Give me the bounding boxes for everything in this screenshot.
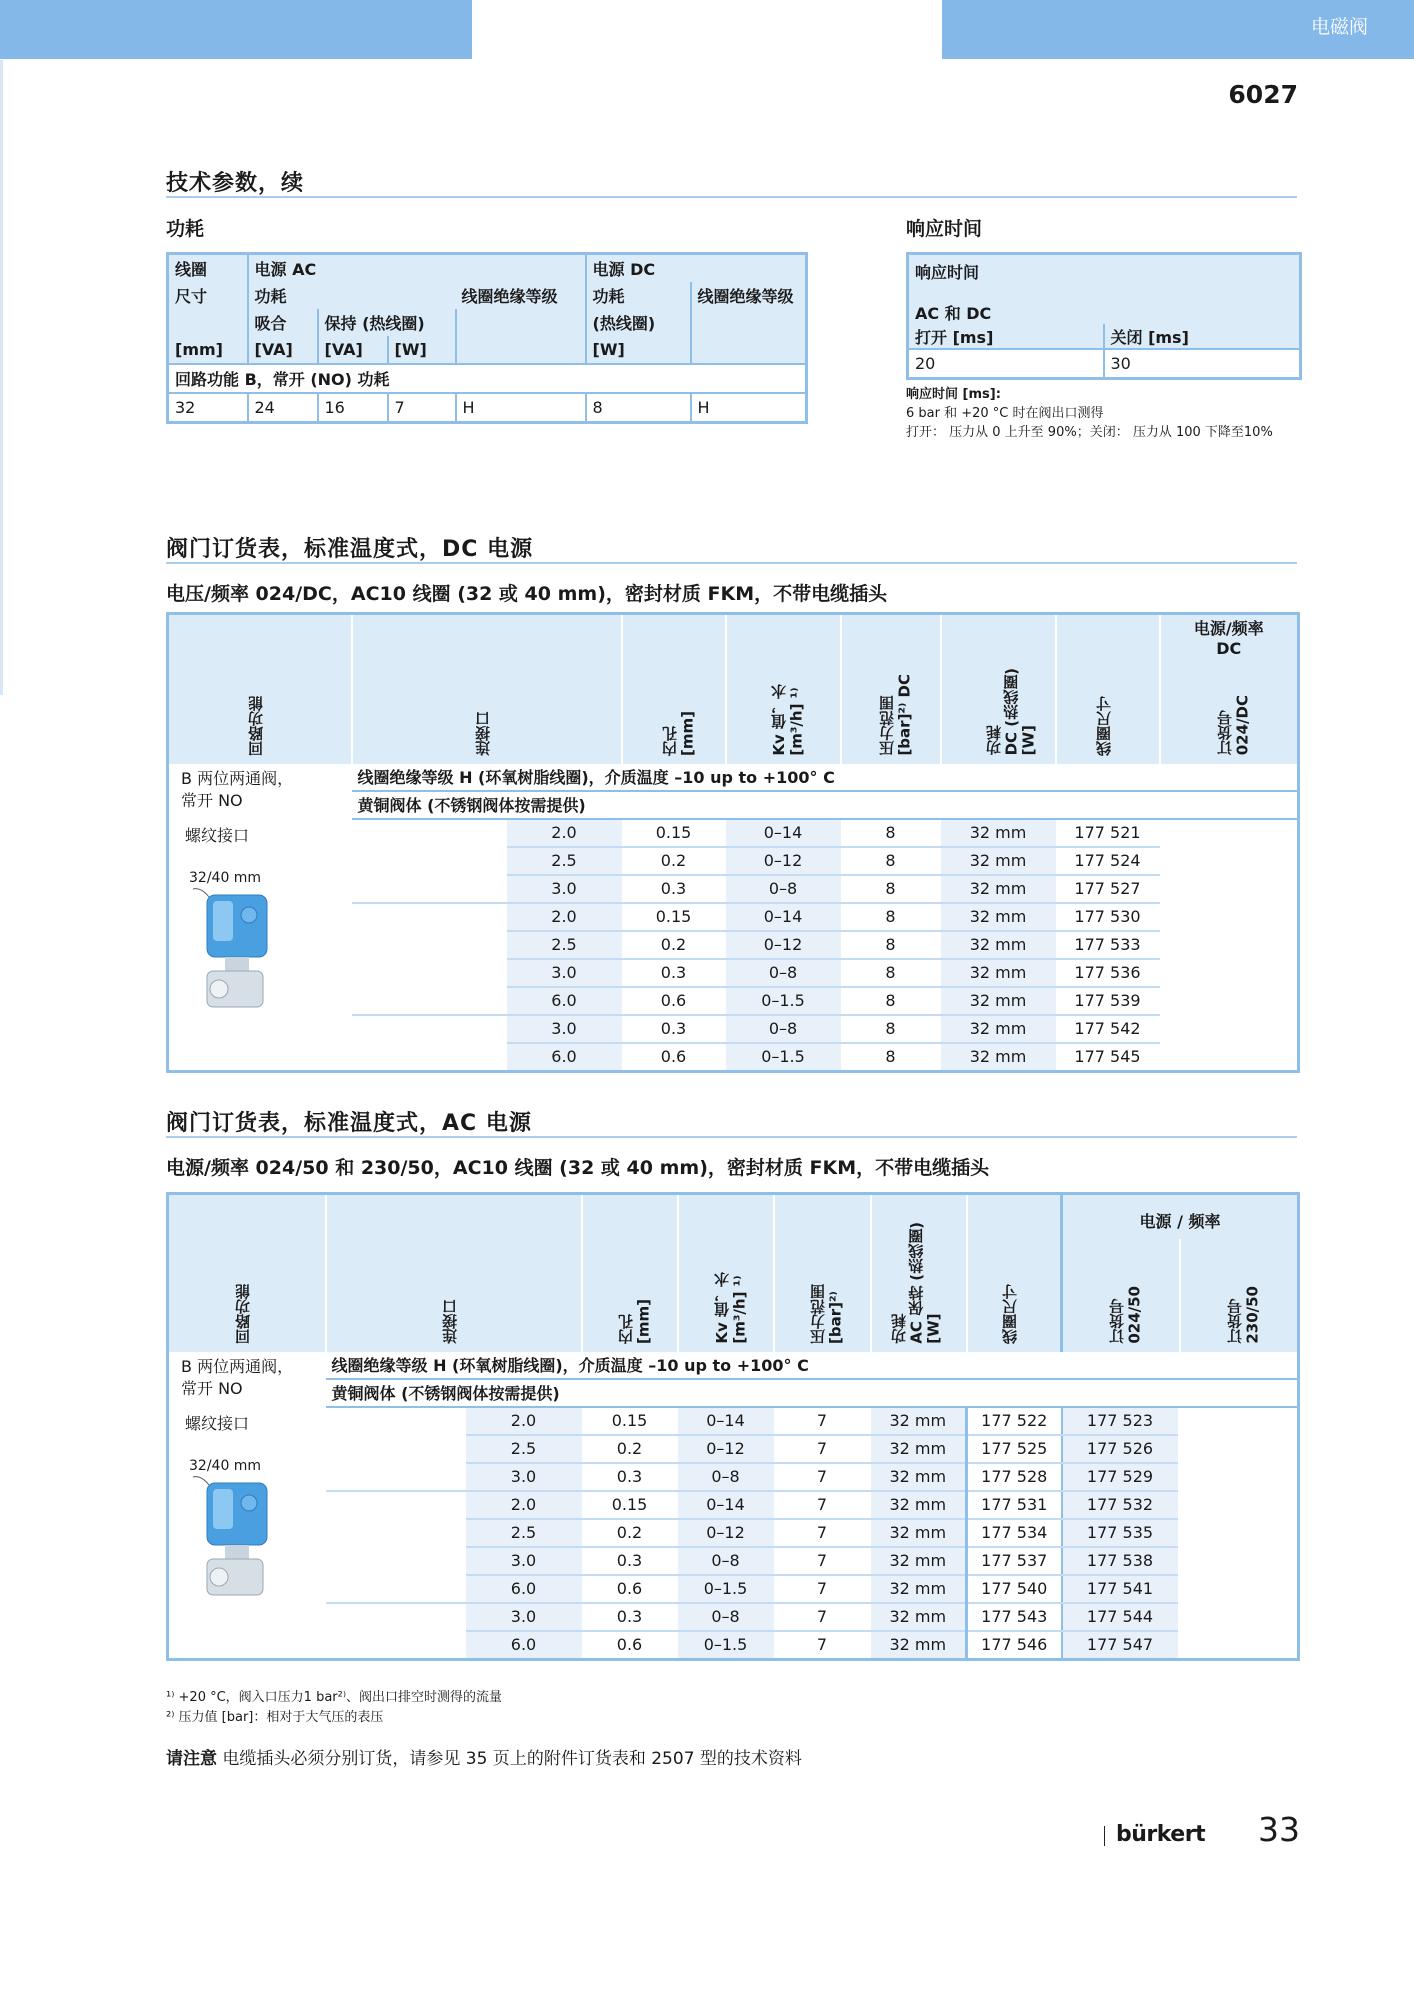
ac-title: 阀门订货表，标准温度式，AC 电源 [166, 1111, 532, 1136]
port-cell [352, 819, 507, 847]
kv-cell: 0.6 [622, 987, 726, 1015]
power-cell: 7 [388, 393, 456, 423]
resp-note-1: 响应时间 [ms]: [906, 387, 1001, 402]
order-number-230: 177 547 [1062, 1631, 1178, 1660]
coil-cell: 32 mm [941, 987, 1056, 1015]
note-label: 请注意 [166, 1749, 217, 1769]
orifice-cell: 6.0 [466, 1631, 582, 1660]
port-cell [352, 1015, 507, 1043]
dc-circuit-text: B 两位两通阀， 常开 NO [181, 768, 294, 810]
hdr-orifice: 内孔 [mm] [616, 1298, 652, 1344]
note-text: 电缆插头必须分别订货，请参见 35 页上的附件订货表和 2507 型的技术资料 [217, 1749, 802, 1769]
pressure-cell: 0–12 [726, 847, 841, 875]
table-row [168, 1547, 1299, 1575]
power-cell: 8 [841, 847, 941, 875]
order-number-024: 177 522 [967, 1407, 1062, 1435]
pressure-cell: 0–8 [726, 875, 841, 903]
coil-cell: 32 mm [941, 847, 1056, 875]
dc-subtitle: 电压/频率 024/DC，AC10 线圈 (32 或 40 mm)，密封材质 FKM，不带电缆插头 [166, 583, 888, 605]
port-cell [326, 1575, 466, 1603]
burkert-logo: bürkert [1116, 1822, 1206, 1847]
kv-cell: 0.15 [582, 1407, 678, 1435]
kv-cell: 0.3 [622, 1015, 726, 1043]
order-number-024: 177 528 [967, 1463, 1062, 1491]
solenoid-valve-image [189, 885, 279, 1015]
order-number: 177 530 [1056, 903, 1160, 931]
pressure-cell: 0–8 [678, 1603, 774, 1631]
hdr-coil: 线圈尺寸 [1094, 695, 1113, 756]
power-cell: 8 [841, 1043, 941, 1072]
hdr-port: 连接口 [473, 710, 492, 756]
orifice-cell: 3.0 [466, 1463, 582, 1491]
port-cell [326, 1407, 466, 1435]
coil-cell: 32 mm [871, 1407, 967, 1435]
port-cell [352, 903, 507, 931]
pressure-cell: 0–12 [678, 1519, 774, 1547]
kv-cell: 0.2 [622, 931, 726, 959]
hdr-order: 订货号 024/DC [1215, 695, 1251, 756]
footnote-2: ²⁾ 压力值 [bar]：相对于大气压的表压 [166, 1710, 384, 1725]
pressure-cell: 0–14 [678, 1491, 774, 1519]
coil-cell: 32 mm [871, 1575, 967, 1603]
pressure-cell: 0–8 [678, 1463, 774, 1491]
table-row [168, 1631, 1299, 1660]
power-cell: 8 [841, 987, 941, 1015]
power-cell: 8 [841, 875, 941, 903]
hdr-inrush: 吸合 [248, 309, 318, 336]
resp-note-2: 6 bar 和 +20 °C 时在阀出口测得 [906, 406, 1104, 421]
order-number: 177 539 [1056, 987, 1160, 1015]
ac-row-body: 黄铜阀体 (不锈钢阀体按需提供) [326, 1379, 1299, 1407]
power-cell: 8 [841, 959, 941, 987]
port-cell [326, 1631, 466, 1660]
hdr-va2: [VA] [318, 336, 388, 364]
pressure-cell: 0–8 [678, 1547, 774, 1575]
orifice-cell: 2.5 [466, 1519, 582, 1547]
section-title-tech: 技术参数，续 [166, 171, 305, 196]
hdr-dc-power: 功耗 [586, 282, 691, 309]
order-number-230: 177 529 [1062, 1463, 1178, 1491]
kv-cell: 0.15 [622, 903, 726, 931]
hdr-wdc: [W] [586, 336, 691, 364]
order-number: 177 524 [1056, 847, 1160, 875]
order-number-024: 177 534 [967, 1519, 1062, 1547]
hdr-dc: 电源 DC [586, 254, 807, 283]
resp-hdr-open: 打开 [ms] [908, 324, 1104, 349]
hdr-mm: [mm] [168, 336, 248, 364]
coil-cell: 32 mm [941, 1043, 1056, 1072]
dc-row-insulation: 线圈绝缘等级 H (环氧树脂线圈)，介质温度 –10 up to +100° C [352, 764, 1299, 791]
resp-open-value: 20 [908, 349, 1104, 379]
resp-close-value: 30 [1110, 354, 1131, 373]
header-bar-right [942, 0, 1414, 59]
port-cell [352, 1043, 507, 1072]
response-title: 响应时间 [906, 218, 983, 240]
header-bar-left [0, 0, 472, 59]
orifice-cell: 3.0 [507, 875, 622, 903]
hdr-ins-dc: 线圈绝缘等级 [691, 282, 807, 309]
port-cell [326, 1519, 466, 1547]
dc-order-table [166, 612, 1300, 1073]
pressure-cell: 0–1.5 [678, 1631, 774, 1660]
order-number-024: 177 543 [967, 1603, 1062, 1631]
order-number: 177 545 [1056, 1043, 1160, 1072]
kv-cell: 0.3 [582, 1603, 678, 1631]
orifice-cell: 3.0 [466, 1547, 582, 1575]
order-number-024: 177 531 [967, 1491, 1062, 1519]
order-number-230: 177 523 [1062, 1407, 1178, 1435]
hdr-hold: 保持 (热线圈) [318, 309, 456, 336]
model-number: 6027 [1228, 80, 1298, 109]
order-number: 177 536 [1056, 959, 1160, 987]
port-cell [352, 987, 507, 1015]
table-row [168, 1575, 1299, 1603]
order-number-230: 177 541 [1062, 1575, 1178, 1603]
image-cell [168, 1407, 326, 1660]
hdr-va1: [VA] [248, 336, 318, 364]
thread-label: 螺纹接口 [185, 1413, 250, 1433]
power-cell: 8 [841, 819, 941, 847]
orifice-cell: 2.5 [507, 931, 622, 959]
power-cell: 7 [774, 1603, 871, 1631]
hdr-ac-power: 功耗 [248, 282, 456, 309]
table-row [168, 1463, 1299, 1491]
pressure-cell: 0–1.5 [726, 1043, 841, 1072]
port-cell [352, 931, 507, 959]
hdr-supply: 电源 / 频率 [1139, 1212, 1221, 1231]
solenoid-valve-image [189, 1473, 279, 1603]
kv-cell: 0.2 [582, 1519, 678, 1547]
power-cell: 8 [586, 393, 691, 423]
cable-note [166, 1744, 802, 1769]
order-number: 177 542 [1056, 1015, 1160, 1043]
coil-cell: 32 mm [871, 1631, 967, 1660]
response-table [906, 252, 1302, 380]
pressure-cell: 0–8 [726, 1015, 841, 1043]
kv-cell: 0.15 [582, 1491, 678, 1519]
order-number-230: 177 538 [1062, 1547, 1178, 1575]
section-rule [166, 1136, 1297, 1138]
coil-cell: 32 mm [941, 819, 1056, 847]
order-number-230: 177 526 [1062, 1435, 1178, 1463]
side-marker [0, 60, 3, 695]
hdr-kv: Kv 值，水 [m³/h] ¹⁾ [770, 683, 806, 756]
table-row [168, 1491, 1299, 1519]
order-number: 177 521 [1056, 819, 1160, 847]
pressure-cell: 0–14 [726, 903, 841, 931]
page-number: 33 [1258, 1810, 1300, 1849]
order-number-230: 177 535 [1062, 1519, 1178, 1547]
orifice-cell: 3.0 [507, 959, 622, 987]
order-number-024: 177 546 [967, 1631, 1062, 1660]
resp-note-3: 打开： 压力从 0 上升至 90%；关闭： 压力从 100 下降至10% [906, 425, 1273, 440]
resp-hdr-close: 关闭 [ms] [1104, 324, 1301, 349]
pressure-cell: 0–12 [678, 1435, 774, 1463]
coil-cell: 32 mm [871, 1519, 967, 1547]
hdr-size: 尺寸 [168, 282, 248, 309]
section-rule [166, 196, 1297, 198]
power-cell: 16 [318, 393, 388, 423]
hdr-supply: 电源/频率 DC [1193, 619, 1264, 658]
power-cell: 7 [774, 1575, 871, 1603]
coil-cell: 32 mm [871, 1603, 967, 1631]
coil-cell: 32 mm [941, 875, 1056, 903]
kv-cell: 0.15 [622, 819, 726, 847]
hdr-pressure: 压力范围 [bar]²⁾ [809, 1283, 845, 1344]
dc-row-body: 黄铜阀体 (不锈钢阀体按需提供) [352, 791, 1299, 819]
port-cell [352, 959, 507, 987]
power-cell: 7 [774, 1435, 871, 1463]
power-cell: 7 [774, 1631, 871, 1660]
kv-cell: 0.3 [622, 959, 726, 987]
power-cell: H [456, 393, 586, 423]
power-cell: 7 [774, 1519, 871, 1547]
dc-title: 阀门订货表，标准温度式，DC 电源 [166, 537, 534, 562]
order-number-230: 177 544 [1062, 1603, 1178, 1631]
coil-cell: 32 mm [871, 1491, 967, 1519]
resp-hdr-title: 响应时间 [908, 254, 1301, 288]
hdr-ins-ac: 线圈绝缘等级 [456, 282, 586, 309]
pressure-cell: 0–1.5 [726, 987, 841, 1015]
category-label: 电磁阀 [1310, 16, 1368, 38]
coil-cell: 32 mm [871, 1435, 967, 1463]
orifice-cell: 3.0 [507, 1015, 622, 1043]
hdr-coil: 线圈 [168, 254, 248, 283]
hdr-power: 功耗 AC 保持 (热线圈) [W] [889, 1221, 942, 1344]
order-number: 177 533 [1056, 931, 1160, 959]
orifice-cell: 2.5 [466, 1435, 582, 1463]
hdr-circuit: 回路功能 [246, 695, 265, 756]
ac-row-insulation: 线圈绝缘等级 H (环氧树脂线圈)，介质温度 –10 up to +100° C [326, 1352, 1299, 1379]
pressure-cell: 0–14 [678, 1407, 774, 1435]
power-section-row: 回路功能 B，常开 (NO) 功耗 [168, 364, 807, 393]
power-cell: 32 [168, 393, 248, 423]
kv-cell: 0.3 [582, 1547, 678, 1575]
hdr-coil: 线圈尺寸 [1000, 1283, 1019, 1344]
power-cell: 8 [841, 1015, 941, 1043]
table-row [168, 1435, 1299, 1463]
table-row [168, 819, 1299, 847]
table-row [168, 1407, 1299, 1435]
port-cell [326, 1435, 466, 1463]
pressure-cell: 0–14 [726, 819, 841, 847]
ac-circuit-text: B 两位两通阀， 常开 NO [181, 1356, 294, 1398]
pressure-cell: 0–12 [726, 931, 841, 959]
power-cell: 24 [248, 393, 318, 423]
port-cell [326, 1547, 466, 1575]
orifice-cell: 6.0 [507, 1043, 622, 1072]
port-cell [326, 1491, 466, 1519]
port-cell [326, 1603, 466, 1631]
orifice-cell: 3.0 [466, 1603, 582, 1631]
orifice-cell: 2.0 [466, 1407, 582, 1435]
pressure-cell: 0–8 [726, 959, 841, 987]
orifice-cell: 2.0 [507, 819, 622, 847]
power-cell: 7 [774, 1463, 871, 1491]
order-number: 177 527 [1056, 875, 1160, 903]
coil-size-label: 32/40 mm [189, 1457, 262, 1474]
hdr-port: 连接口 [440, 1298, 459, 1344]
ac-subtitle: 电源/频率 024/50 和 230/50，AC10 线圈 (32 或 40 mm)，密封材质 FKM，不带电缆插头 [166, 1157, 990, 1179]
order-number-024: 177 537 [967, 1547, 1062, 1575]
kv-cell: 0.3 [622, 875, 726, 903]
table-row [168, 1603, 1299, 1631]
coil-cell: 32 mm [941, 959, 1056, 987]
order-number-230: 177 532 [1062, 1491, 1178, 1519]
section-rule [166, 562, 1297, 564]
power-cell: 8 [841, 931, 941, 959]
hdr-orifice: 内孔 [mm] [660, 710, 696, 756]
hdr-hot: (热线圈) [586, 309, 691, 336]
pressure-cell: 0–1.5 [678, 1575, 774, 1603]
port-cell [352, 875, 507, 903]
hdr-kv: Kv 值，水 [m³/h] ¹⁾ [712, 1271, 748, 1344]
orifice-cell: 2.5 [507, 847, 622, 875]
power-title: 功耗 [166, 218, 205, 240]
power-table [166, 252, 808, 424]
table-row [168, 1519, 1299, 1547]
ac-order-table [166, 1192, 1300, 1661]
hdr-ac: 电源 AC [248, 254, 456, 283]
power-cell: 8 [841, 903, 941, 931]
hdr-w: [W] [388, 336, 456, 364]
kv-cell: 0.6 [582, 1631, 678, 1660]
resp-hdr-acdc: AC 和 DC [908, 301, 1301, 324]
coil-cell: 32 mm [941, 931, 1056, 959]
kv-cell: 0.6 [622, 1043, 726, 1072]
coil-cell: 32 mm [941, 1015, 1056, 1043]
kv-cell: 0.2 [582, 1435, 678, 1463]
power-cell: 7 [774, 1491, 871, 1519]
hdr-circuit: 回路功能 [233, 1283, 252, 1344]
power-cell: H [697, 398, 710, 417]
footer-divider [1104, 1826, 1105, 1846]
orifice-cell: 2.0 [507, 903, 622, 931]
kv-cell: 0.3 [582, 1463, 678, 1491]
orifice-cell: 2.0 [466, 1491, 582, 1519]
coil-cell: 32 mm [871, 1547, 967, 1575]
port-cell [326, 1463, 466, 1491]
footnote-1: ¹⁾ +20 °C，阀入口压力1 bar²⁾、阀出口排空时测得的流量 [166, 1690, 503, 1705]
hdr-pressure: 压力范围 [bar]²⁾ DC [877, 673, 913, 756]
hdr-order-230: 订货号 230/50 [1226, 1285, 1262, 1344]
order-number-024: 177 525 [967, 1435, 1062, 1463]
kv-cell: 0.6 [582, 1575, 678, 1603]
coil-size-label: 32/40 mm [189, 869, 262, 886]
coil-cell: 32 mm [941, 903, 1056, 931]
coil-cell: 32 mm [871, 1463, 967, 1491]
port-cell [352, 847, 507, 875]
kv-cell: 0.2 [622, 847, 726, 875]
image-cell [168, 819, 352, 1072]
hdr-order-024: 订货号 024/50 [1108, 1285, 1144, 1344]
hdr-power: 功耗 DC (热线圈) [W] [985, 668, 1038, 756]
power-cell: 7 [774, 1547, 871, 1575]
orifice-cell: 6.0 [466, 1575, 582, 1603]
order-number-024: 177 540 [967, 1575, 1062, 1603]
thread-label: 螺纹接口 [185, 825, 250, 845]
orifice-cell: 6.0 [507, 987, 622, 1015]
power-cell: 7 [774, 1407, 871, 1435]
